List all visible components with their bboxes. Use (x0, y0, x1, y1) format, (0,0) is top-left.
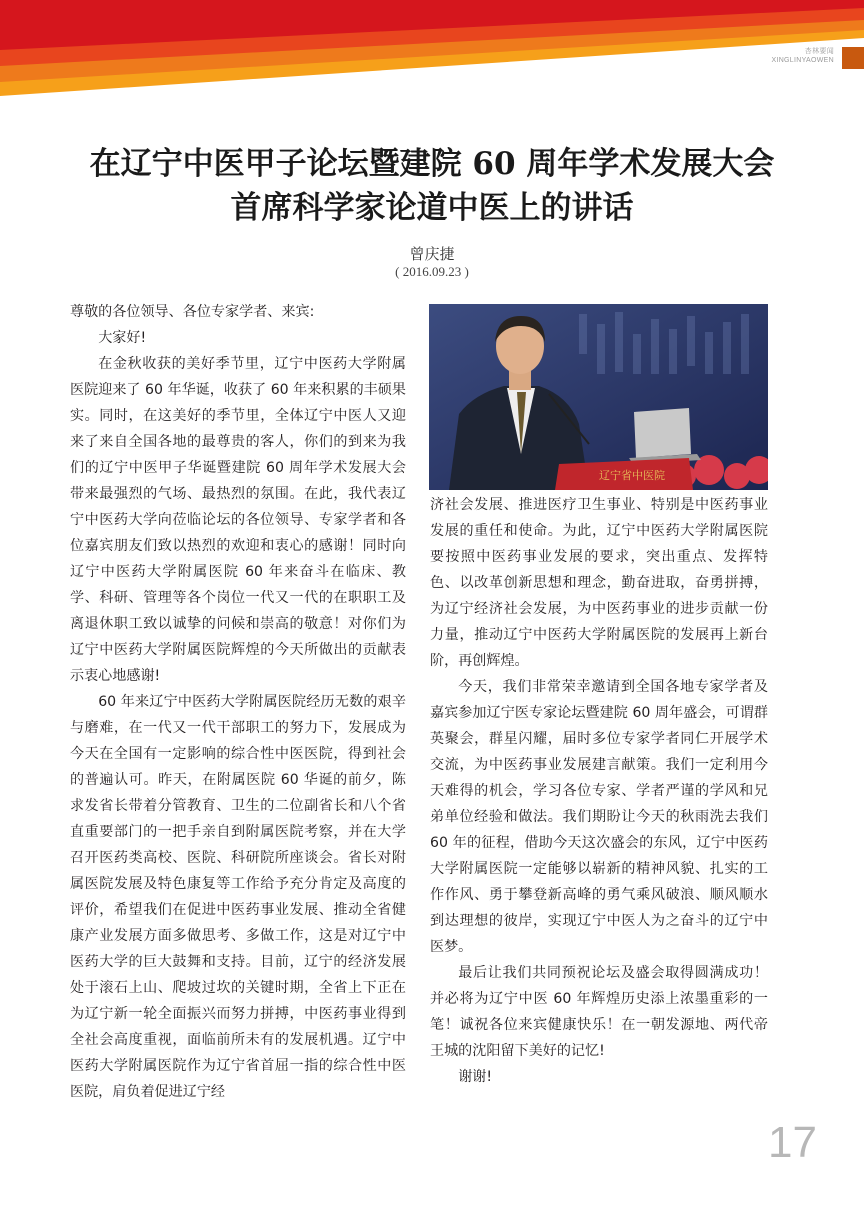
paragraph: 今天，我们非常荣幸邀请到全国各地专家学者及嘉宾参加辽宁医专家论坛暨建院 60 周年盛会，可谓群英聚会，群星闪耀，届时多位专家学者同仁开展学术交流，为中医药事业发展建言献策。我们一定利用今天难得的机会，学习各位专家、学者严谨的学风和兄弟单位经验和做法。我们期盼让今天的秋雨洗去我们 60 年的征程，借助今天这次盛会的东风，辽宁中医药大学附属医院一定能够以崭新的精神风貌、扎实的工作作风、勇于攀登新高峰的勇气乘风破浪、顺风顺水到达理想的彼岸，实现辽宁中医人为之奋斗的辽宁中医梦。 (430, 679, 768, 955)
left-column (70, 299, 406, 1105)
section-name-cn: 杏林要闻 (804, 48, 834, 55)
paragraph: 最后让我们共同预祝论坛及盛会取得圆满成功！并必将为辽宁中医 60 年辉煌历史添上浓墨重彩的一笔！诚祝各位来宾健康快乐！在一朝发源地、两代帝王城的沈阳留下美好的记忆! (430, 965, 768, 1059)
section-tag-bar (842, 47, 864, 69)
title-line-1: 在辽宁中医甲子论坛暨建院 60 周年学术发展大会 (89, 146, 775, 182)
header-ribbon (0, 0, 864, 100)
paragraph: 在金秋收获的美好季节里，辽宁中医药大学附属医院迎来了 60 年华诞，收获了 60 年来积累的丰硕果实。同时，在这美好的季节里，全体辽宁中医人又迎来了来自全国各地的最尊贵的客人，你们的到来为我们的辽宁中医甲子华诞暨建院 60 周年学术发展大会带来最强烈的气场、最热烈的氛围。在此，我代表辽宁中医药大学向莅临论坛的各位领导、专家学者和各位嘉宾朋友们致以热烈的欢迎和衷心的感谢！同时向辽宁中医药大学附属医院 60 年来奋斗在临床、教学、科研、管理等各个岗位一代又一代的在职职工及离退休职工致以诚挚的问候和崇高的敬意！对你们为辽宁中医药大学附属医院辉煌的今天所做出的贡献表示衷心地感谢! (70, 356, 406, 684)
page-number: 17 (768, 1118, 817, 1167)
article-title (40, 142, 824, 230)
date: ( 2016.09.23 ) (395, 264, 469, 279)
right-column (430, 492, 768, 1090)
paragraph: 60 年来辽宁中医药大学附属医院经历无数的艰辛与磨难，在一代又一代干部职工的努力下，发展成为今天在全国有一定影响的综合性中医医院，得到社会的普遍认可。昨天，在附属医院 60 华诞的前夕，陈求发省长带着分管教育、卫生的二位副省长和八个省直重要部门的一把手亲自到附属医院考察，并在大学召开医药类高校、医院、科研院所座谈会。省长对附属医院发展及特色康复等工作给予充分肯定及高度的评价，希望我们在促进中医药事业发展、推动全省健康产业发展方面多做思考、多做工作，这是对辽宁中医药大学的巨大鼓舞和支持。目前，辽宁的经济发展处于滚石上山、爬坡过坎的关键时期，全省上下正在为辽宁新一轮全面振兴而努力拼搏，中医药事业得到全社会高度重视，面临前所未有的发展机遇。辽宁中医药大学附属医院作为辽宁省首屈一指的综合性中医医院，肩负着促进辽宁经 (70, 694, 406, 1100)
podium-text: 辽宁省中医院 (599, 469, 665, 482)
paragraph: 谢谢! (458, 1069, 493, 1085)
section-tag (771, 47, 834, 65)
speaker-photo (429, 304, 768, 490)
paragraph: 济社会发展、推进医疗卫生事业、特别是中医药事业发展的重任和使命。为此，辽宁中医药大学附属医院要按照中医药事业发展的要求，突出重点、发挥特色、以改革创新思想和理念，勤奋进取，奋勇拼搏，为辽宁经济社会发展，为中医药事业的进步贡献一份力量，推动辽宁中医药大学附属医院的发展再上新台阶，再创辉煌。 (430, 497, 768, 669)
paragraph: 尊敬的各位领导、各位专家学者、来宾: (70, 304, 315, 320)
section-name-en: XINGLINYAOWEN (771, 57, 834, 64)
paragraph: 大家好! (98, 330, 147, 346)
title-line-2: 首席科学家论道中医上的讲话 (230, 190, 634, 226)
author: 曾庆捷 (409, 245, 455, 263)
